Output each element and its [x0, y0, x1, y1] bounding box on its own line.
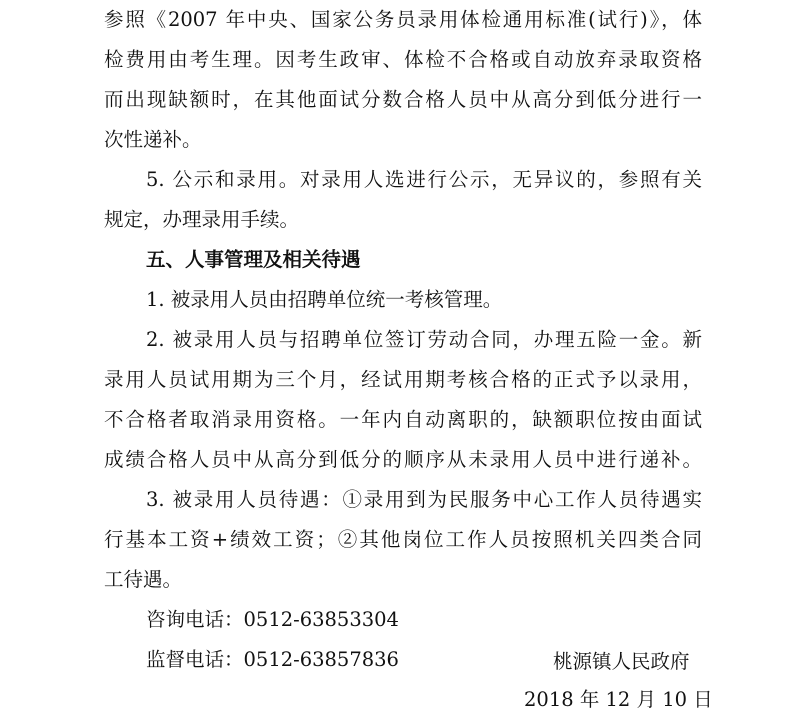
section5-item-2-line: 不合格者取消录用资格。一年内自动离职的，缺额职位按由面试	[104, 408, 702, 431]
section-heading: 五、人事管理及相关待遇	[146, 248, 361, 271]
supervise-phone: 监督电话：0512-63857836	[146, 648, 399, 671]
consult-phone: 咨询电话：0512-63853304	[146, 608, 399, 631]
section5-item-2-line: 录用人员试用期为三个月，经试用期考核合格的正式予以录用，	[104, 368, 702, 391]
section5-item-3-line: 3. 被录用人员待遇：①录用到为民服务中心工作人员待遇实	[146, 488, 702, 511]
issuing-organization: 桃源镇人民政府	[553, 650, 690, 673]
issue-date: 2018 年 12 月 10 日	[524, 688, 713, 711]
item-5-line: 规定，办理录用手续。	[104, 208, 300, 231]
paragraph-line: 而出现缺额时，在其他面试分数合格人员中从高分到低分进行一	[104, 88, 702, 111]
section5-item-2-line: 2. 被录用人员与招聘单位签订劳动合同，办理五险一金。新	[146, 328, 702, 351]
section5-item-2-line: 成绩合格人员中从高分到低分的顺序从未录用人员中进行递补。	[104, 448, 702, 471]
paragraph-line: 次性递补。	[104, 128, 202, 151]
section5-item-3-line: 工待遇。	[104, 568, 183, 591]
item-5-line: 5. 公示和录用。对录用人选进行公示，无异议的，参照有关	[146, 168, 702, 191]
paragraph-line: 参照《2007 年中央、国家公务员录用体检通用标准(试行)》，体	[104, 8, 702, 31]
section5-item-3-line: 行基本工资+绩效工资；②其他岗位工作人员按照机关四类合同	[104, 528, 702, 551]
section5-item-1: 1. 被录用人员由招聘单位统一考核管理。	[146, 288, 503, 311]
paragraph-line: 检费用由考生理。因考生政审、体检不合格或自动放弃录取资格	[104, 48, 702, 71]
